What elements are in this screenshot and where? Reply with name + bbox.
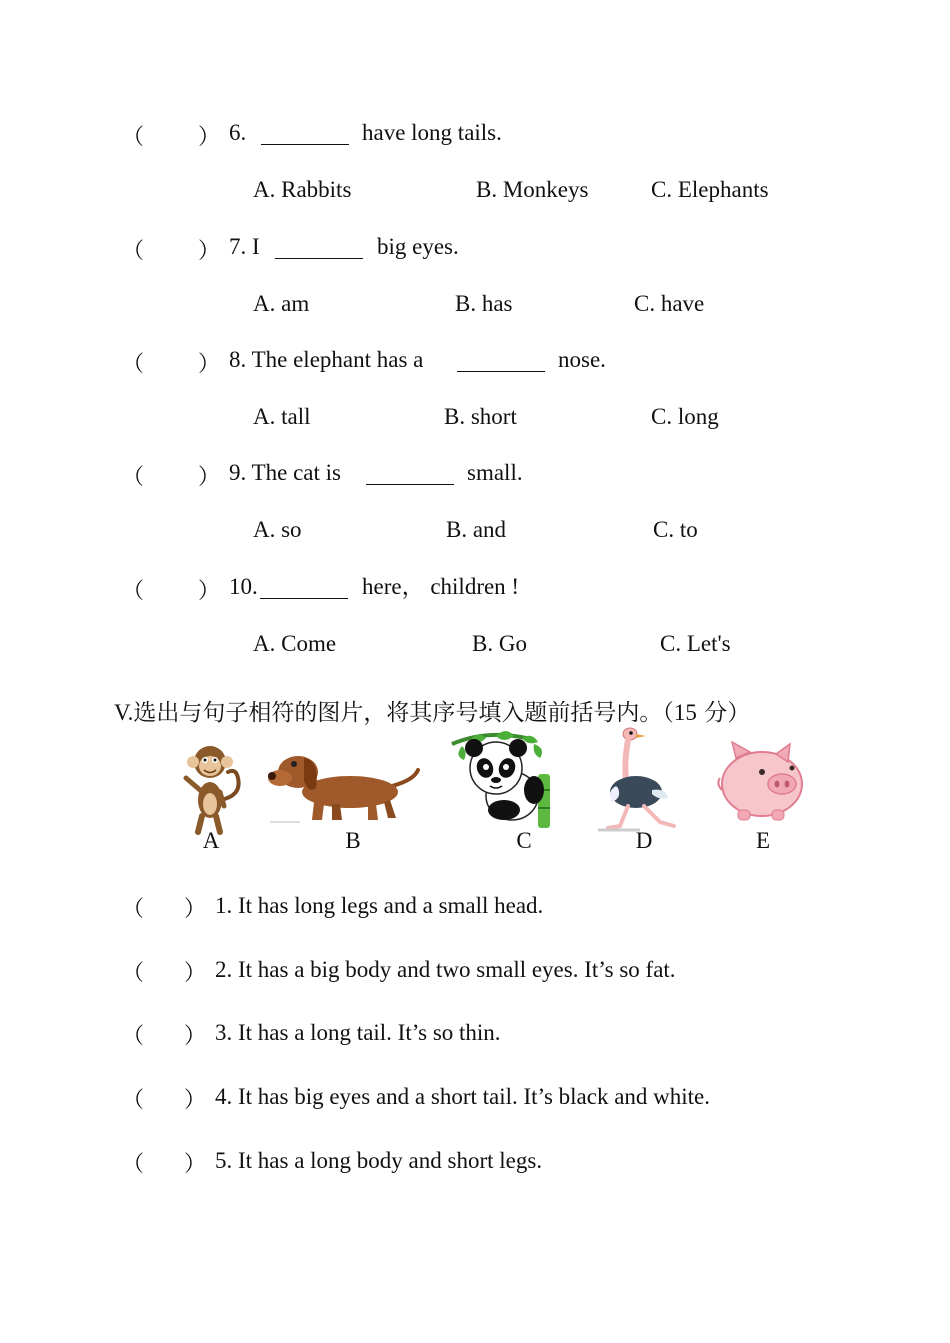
option-c: C. Elephants	[651, 177, 769, 202]
monkey-icon	[180, 738, 244, 834]
question-text: small.	[467, 460, 523, 485]
picture-label-a: A	[202, 828, 220, 853]
answer-blank[interactable]	[275, 238, 363, 259]
option-b: B. short	[444, 404, 517, 429]
option-c: C. Let's	[660, 631, 731, 656]
picture-label-c: C	[516, 828, 532, 853]
option-b: B. Monkeys	[476, 177, 589, 202]
answer-paren-open[interactable]: （	[122, 238, 145, 263]
question-text: nose.	[558, 347, 606, 372]
question-number: 8. The elephant has a	[229, 347, 424, 372]
section-v-title	[114, 698, 750, 728]
answer-paren-close: ）	[184, 896, 207, 921]
answer-paren-open[interactable]: （	[122, 1151, 145, 1176]
pig-icon	[716, 740, 808, 824]
option-a: A. so	[253, 517, 302, 542]
answer-blank[interactable]	[457, 351, 545, 372]
answer-paren-close: ）	[184, 960, 207, 985]
answer-paren-close: ）	[198, 464, 221, 489]
option-a: A. tall	[253, 404, 311, 429]
panda-icon	[450, 730, 560, 830]
answer-paren-open[interactable]: （	[122, 124, 145, 149]
matching-sentence: 4. It has big eyes and a short tail. It’s black and white.	[215, 1084, 711, 1109]
question-text: here， children !	[362, 574, 520, 599]
answer-paren-open[interactable]: （	[122, 578, 145, 603]
option-a: A. Come	[253, 631, 337, 656]
matching-sentence: 3. It has a long tail. It’s so thin.	[215, 1020, 501, 1045]
option-c: C. to	[653, 517, 698, 542]
option-a: A. Rabbits	[253, 177, 352, 202]
section-number: V.	[114, 700, 134, 725]
answer-paren-close: ）	[184, 1151, 207, 1176]
dog-icon	[266, 744, 422, 826]
option-b: B. has	[455, 291, 513, 316]
section-score-unit: 分）	[696, 700, 751, 726]
option-c: C. have	[634, 291, 705, 316]
answer-paren-open[interactable]: （	[122, 1087, 145, 1112]
option-b: B. and	[446, 517, 507, 542]
answer-paren-close: ）	[184, 1087, 207, 1112]
answer-blank[interactable]	[260, 578, 348, 599]
question-text: have long tails.	[362, 120, 502, 145]
question-number: 10.	[229, 574, 258, 599]
picture-label-b: B	[345, 828, 361, 853]
question-number: 6.	[229, 120, 247, 145]
section-instruction: 选出与句子相符的图片，将其序号填入题前括号内。（	[133, 700, 674, 726]
answer-paren-open[interactable]: （	[122, 351, 145, 376]
answer-paren-close: ）	[198, 124, 221, 149]
question-number: 7. I	[229, 234, 260, 259]
picture-label-d: D	[635, 828, 653, 853]
answer-paren-open[interactable]: （	[122, 960, 145, 985]
question-number: 9. The cat is	[229, 460, 341, 485]
question-text: big eyes.	[377, 234, 459, 259]
matching-sentence: 5. It has a long body and short legs.	[215, 1148, 543, 1173]
answer-paren-close: ）	[184, 1023, 207, 1048]
answer-paren-open[interactable]: （	[122, 896, 145, 921]
answer-blank[interactable]	[366, 464, 454, 485]
answer-paren-open[interactable]: （	[122, 464, 145, 489]
answer-paren-close: ）	[198, 238, 221, 263]
answer-paren-close: ）	[198, 578, 221, 603]
matching-sentence: 1. It has long legs and a small head.	[215, 893, 544, 918]
answer-blank[interactable]	[261, 124, 349, 145]
option-c: C. long	[651, 404, 719, 429]
matching-sentence: 2. It has a big body and two small eyes. It’s so fat.	[215, 957, 676, 982]
option-a: A. am	[253, 291, 310, 316]
ostrich-icon	[596, 728, 682, 836]
picture-label-e: E	[755, 828, 771, 853]
answer-paren-close: ）	[198, 351, 221, 376]
option-b: B. Go	[472, 631, 527, 656]
answer-paren-open[interactable]: （	[122, 1023, 145, 1048]
section-score: 15	[673, 700, 697, 725]
